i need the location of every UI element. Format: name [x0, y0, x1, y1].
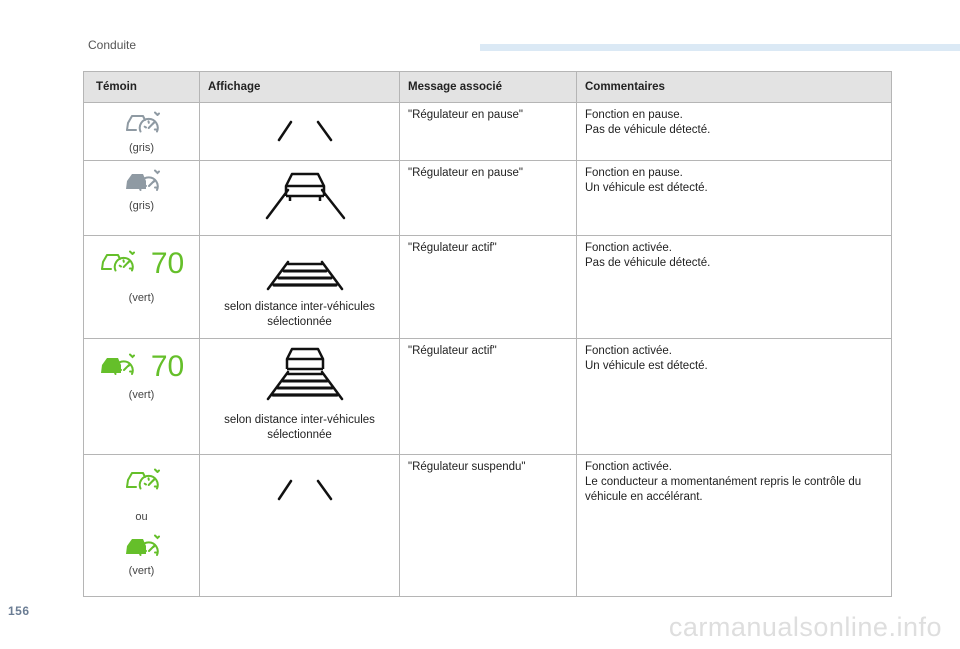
speedometer-outline-icon [124, 468, 160, 496]
comment-line: Pas de véhicule détecté. [585, 257, 711, 269]
comment-line: Pas de véhicule détecté. [585, 124, 711, 136]
column-header-message: Message associé [400, 72, 577, 103]
temoin-or-label: ou [135, 511, 148, 523]
set-speed-value: 70 [150, 350, 185, 383]
speedometer-car-icon [124, 534, 160, 562]
section-header-bar [480, 44, 960, 51]
speedometer-car-icon [99, 353, 135, 381]
temoin-color-label: (vert) [128, 292, 155, 304]
speedometer-car-icon [124, 169, 160, 197]
temoin-color-label: (vert) [128, 389, 155, 401]
affichage-cell [200, 455, 400, 597]
comment-line: Fonction activée. [585, 345, 672, 357]
affichage-cell [200, 103, 400, 161]
affichage-cell [200, 161, 400, 236]
car-icon [287, 349, 323, 369]
table-row [84, 103, 892, 161]
temoin-cell [84, 161, 200, 236]
message-cell: "Régulateur en pause" [400, 161, 577, 236]
column-header-temoin: Témoin [84, 72, 200, 103]
page-number: 156 [8, 604, 30, 618]
indicator-table [83, 71, 892, 597]
affichage-note: selon distance inter-véhicules sélectionnée [224, 301, 375, 328]
lane-lines-icon [200, 455, 400, 597]
comment-line: Un véhicule est détecté. [585, 360, 708, 372]
speedometer-outline-icon [124, 111, 160, 139]
comment-line: Le conducteur a momentanément repris le contrôle du véhicule en accélérant. [585, 476, 862, 503]
temoin-cell [84, 103, 200, 161]
column-header-affichage: Affichage [200, 72, 400, 103]
car-icon [286, 174, 324, 201]
temoin-cell [84, 339, 200, 455]
temoin-color-label: (gris) [128, 200, 155, 212]
lane-lines-icon [200, 103, 400, 160]
comment-line: Fonction en pause. [585, 109, 683, 121]
table-header-row [84, 72, 892, 103]
message-cell: "Régulateur en pause" [400, 103, 577, 161]
column-header-commentaires: Commentaires [577, 72, 892, 103]
table-row [84, 455, 892, 597]
speed-indicator [92, 249, 191, 279]
table-row [84, 339, 892, 455]
set-speed-value: 70 [150, 247, 185, 280]
table-row [84, 236, 892, 339]
comment-cell [577, 161, 892, 236]
comment-line: Fonction activée. [585, 461, 672, 473]
message-cell: "Régulateur actif" [400, 339, 577, 455]
section-title: Conduite [88, 38, 137, 52]
temoin-color-label: (vert) [128, 565, 155, 577]
comment-cell [577, 339, 892, 455]
message-cell: "Régulateur suspendu" [400, 455, 577, 597]
table-row [84, 161, 892, 236]
speed-indicator [92, 352, 191, 382]
comment-line: Fonction activée. [585, 242, 672, 254]
comment-cell [577, 236, 892, 339]
affichage-cell [200, 339, 400, 455]
comment-cell [577, 103, 892, 161]
comment-line: Un véhicule est détecté. [585, 182, 708, 194]
speedometer-outline-icon [99, 250, 135, 278]
affichage-cell [200, 236, 400, 339]
temoin-color-label: (gris) [128, 142, 155, 154]
comment-cell [577, 455, 892, 597]
temoin-cell [84, 236, 200, 339]
comment-line: Fonction en pause. [585, 167, 683, 179]
affichage-note: selon distance inter-véhicules sélectionnée [224, 414, 375, 441]
lane-car-icon [200, 161, 400, 236]
temoin-cell [84, 455, 200, 597]
watermark: carmanualsonline.info [668, 612, 942, 642]
message-cell: "Régulateur actif" [400, 236, 577, 339]
